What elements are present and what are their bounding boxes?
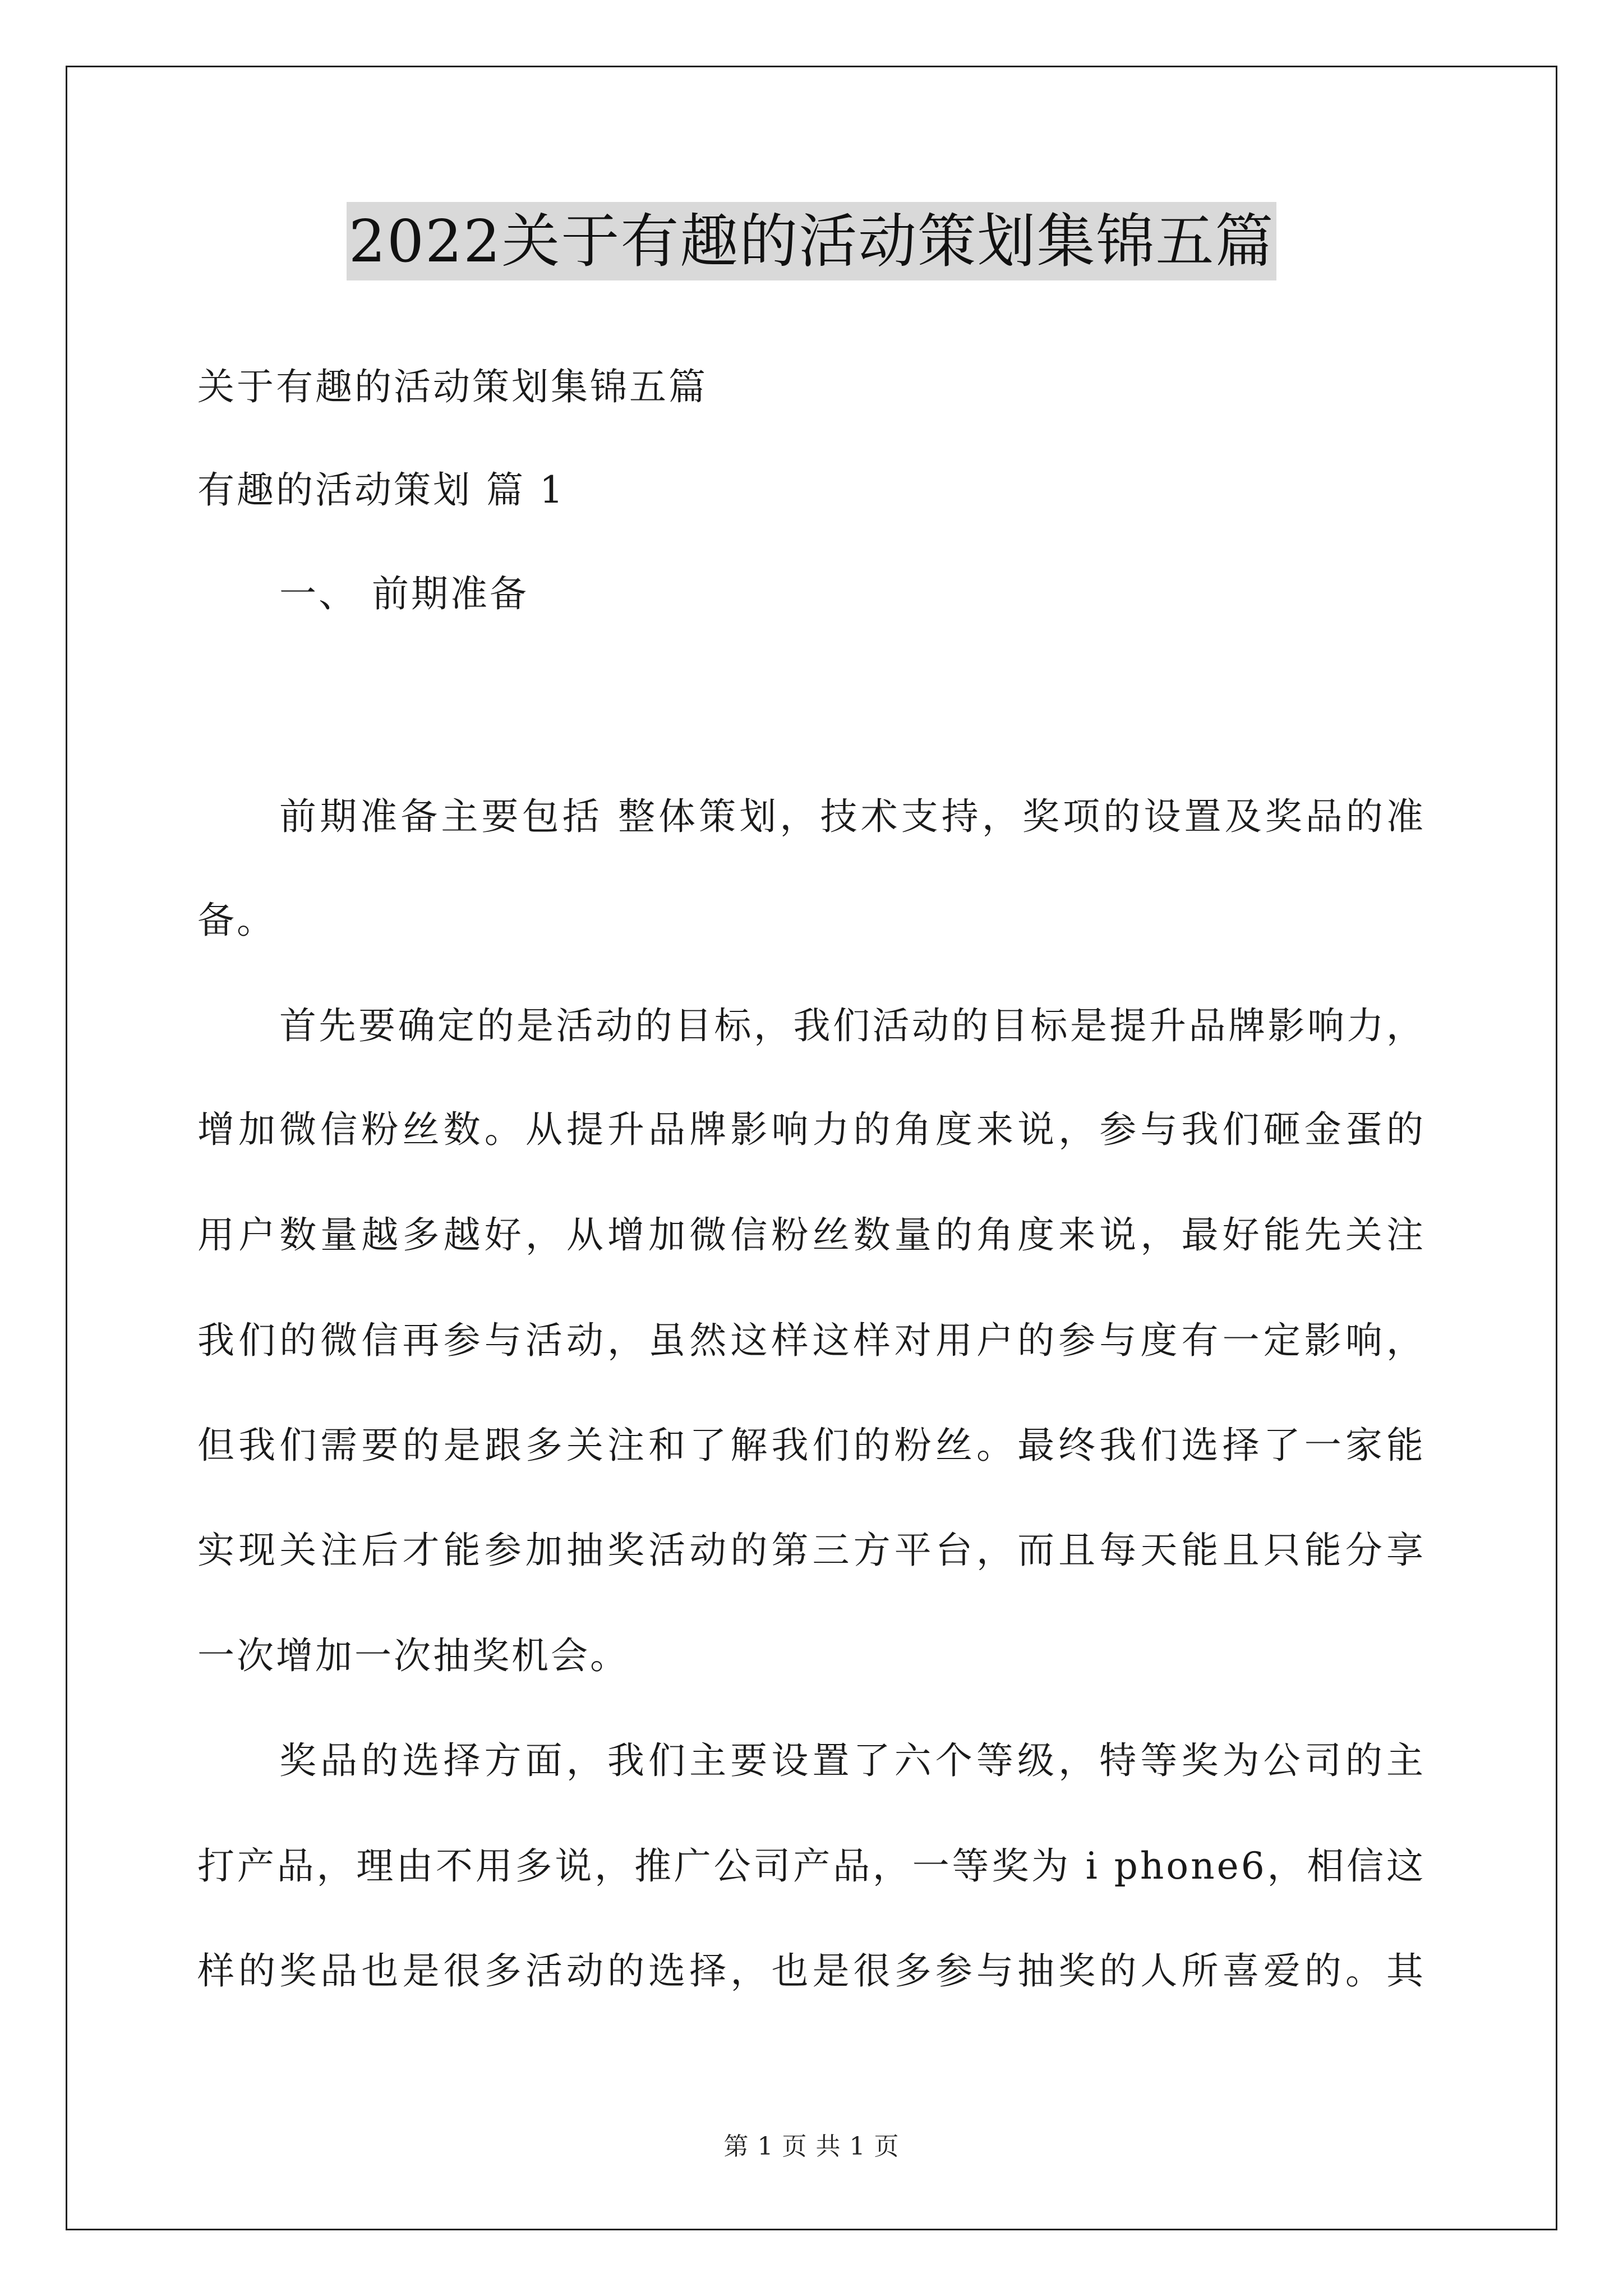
paragraph-1-line-2: 备。 — [197, 899, 276, 942]
paragraph-2-line-6: 实现关注后才能参加抽奖活动的第三方平台，而且每天能且只能分享 — [197, 1529, 1426, 1572]
paragraph-2-line-7: 一次增加一次抽奖机会。 — [197, 1634, 629, 1677]
paragraph-2-line-2: 增加微信粉丝数。从提升品牌影响力的角度来说，参与我们砸金蛋的 — [197, 1108, 1426, 1151]
heading-preparation: 一、 前期准备 — [279, 572, 529, 615]
paragraph-3-line-3: 样的奖品也是很多活动的选择，也是很多参与抽奖的人所喜爱的。其 — [197, 1949, 1426, 1993]
paragraph-2-line-1: 首先要确定的是活动的目标，我们活动的目标是提升品牌影响力， — [279, 1004, 1426, 1047]
paragraph-3-line-1: 奖品的选择方面，我们主要设置了六个等级，特等奖为公司的主 — [279, 1739, 1426, 1782]
paragraph-2-line-4: 我们的微信再参与活动，虽然这样这样对用户的参与度有一定影响， — [197, 1319, 1426, 1362]
section-title: 有趣的活动策划 篇 1 — [197, 468, 565, 512]
paragraph-1-line-1: 前期准备主要包括 整体策划，技术支持，奖项的设置及奖品的准 — [279, 795, 1426, 838]
document-subtitle: 关于有趣的活动策划集锦五篇 — [197, 365, 708, 408]
paragraph-2-line-3: 用户数量越多越好，从增加微信粉丝数量的角度来说，最好能先关注 — [197, 1213, 1426, 1257]
paragraph-2-line-5: 但我们需要的是跟多关注和了解我们的粉丝。最终我们选择了一家能 — [197, 1424, 1426, 1467]
document-title: 2022关于有趣的活动策划集锦五篇 — [347, 202, 1277, 280]
title-container — [0, 202, 1623, 280]
page-footer: 第 1 页 共 1 页 — [723, 2132, 900, 2161]
paragraph-3-line-2: 打产品，理由不用多说，推广公司产品，一等奖为 i phone6，相信这 — [197, 1844, 1426, 1888]
